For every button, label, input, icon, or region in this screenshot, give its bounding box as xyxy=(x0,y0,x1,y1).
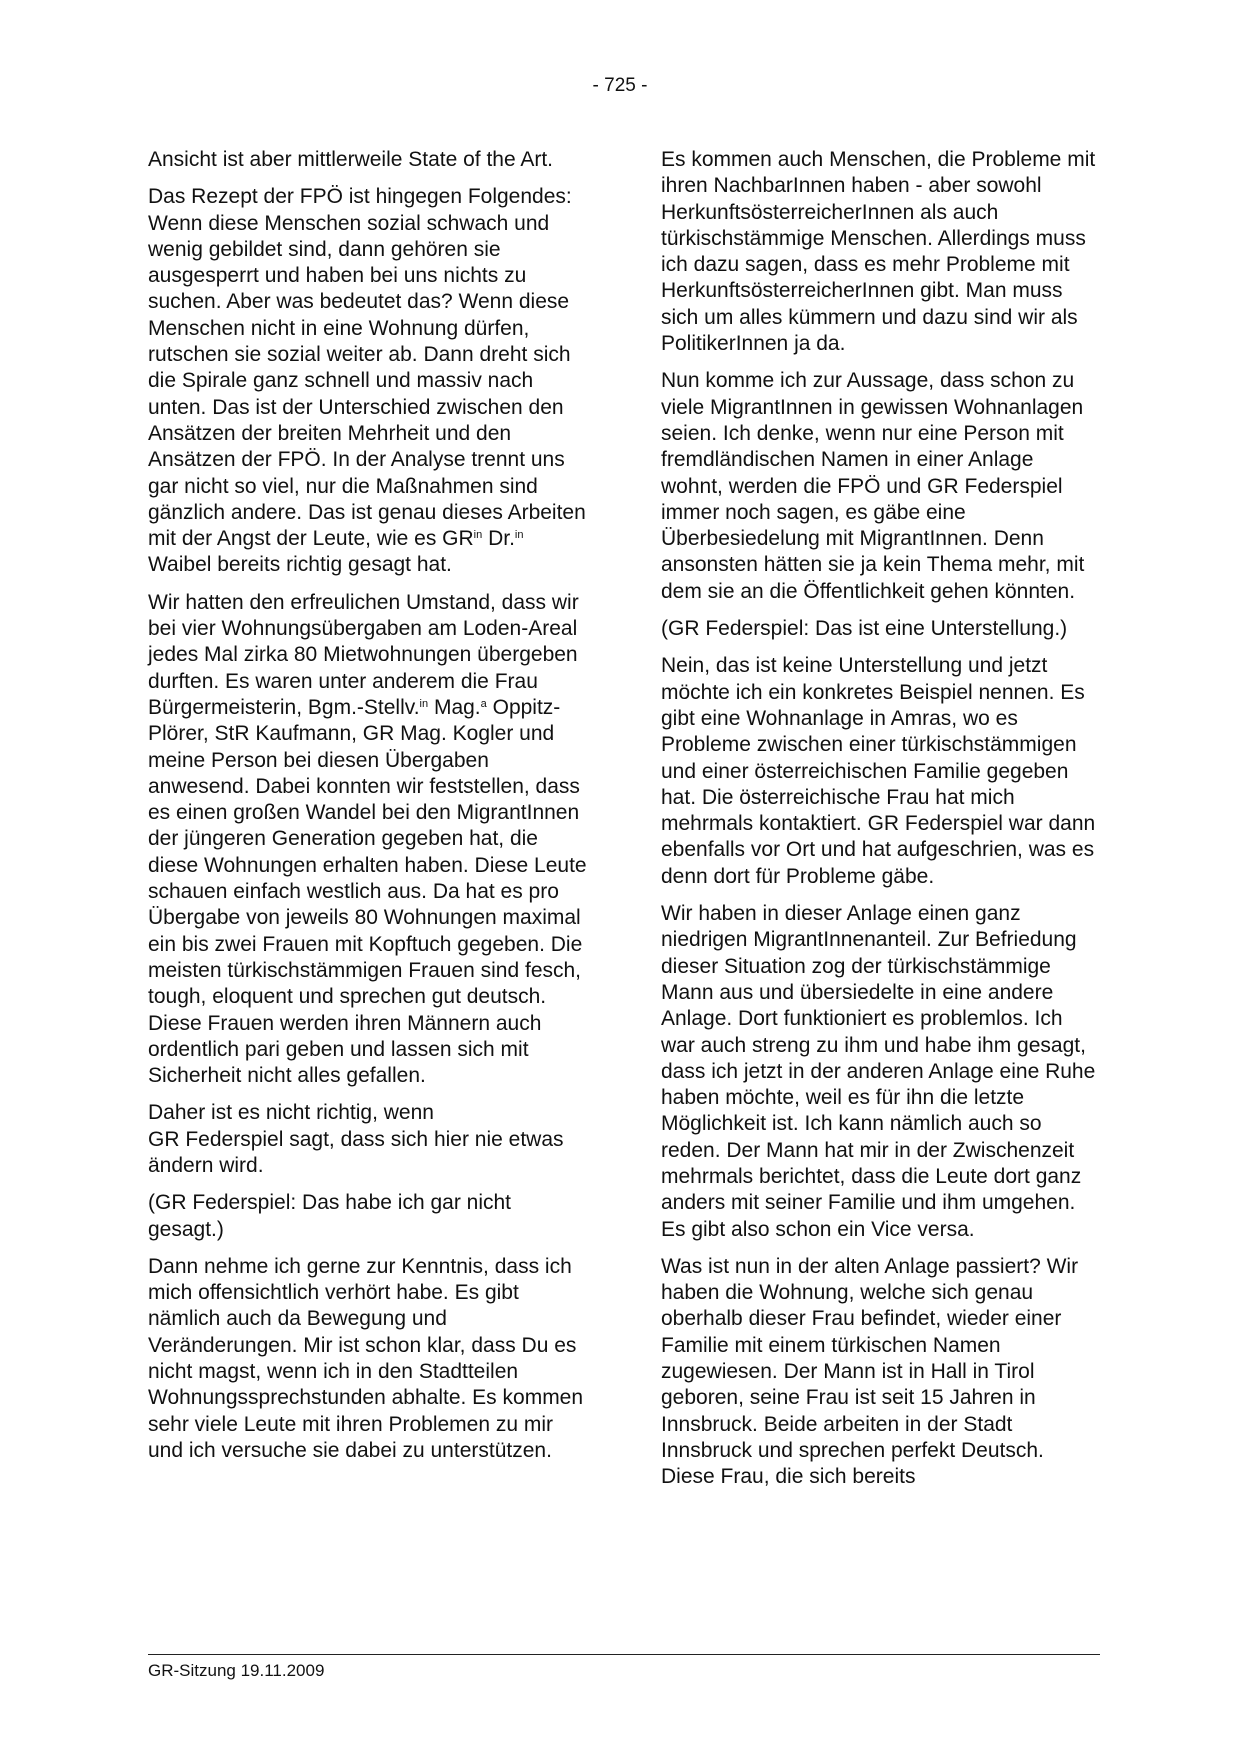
text-run: Daher ist es nicht richtig, wenn xyxy=(148,1101,434,1125)
interjection: (GR Federspiel: Das ist eine Unterstellung.) xyxy=(661,617,1068,641)
text-run: Dr. xyxy=(488,527,515,551)
paragraph xyxy=(148,590,588,1090)
paragraph: Wir haben in dieser Anlage einen ganz niedrigen MigrantInnenanteil. Zur Befriedung dieser Situation zog der türkischstämmige Mann aus und übersiedelte in eine andere Anlage. Dort funktioniert es problemlos. Ich war auch streng zu ihm und habe ihm gesagt, dass ich jetzt in der anderen Anlage eine Ruhe haben möchte, weil es für ihn die letzte Möglichkeit ist. Ich kann nämlich auch so reden. Der Mann hat mir in der Zwischenzeit mehrmals berichtet, dass die Leute dort ganz anders mit seiner Familie und ihm umgehen. Es gibt also schon ein Vice versa. xyxy=(661,902,1096,1241)
paragraph: Dann nehme ich gerne zur Kenntnis, dass ich mich offensichtlich verhört habe. Es gibt nämlich auch da Bewegung und Veränderungen. Mir ist schon klar, dass Du es nicht magst, wenn ich in den Stadtteilen Wohnungssprechstunden abhalte. Es kommen sehr viele Leute mit ihren Problemen zu mir und ich versuche sie dabei zu unterstützen. xyxy=(148,1254,584,1462)
interjection: (GR Federspiel: Das habe ich gar nicht gesagt.) xyxy=(148,1191,511,1241)
paragraph: Es kommen auch Menschen, die Probleme mit ihren NachbarInnen haben - aber sowohl HerkunftsösterreicherInnen als auch türkischstämmige Menschen. Allerdings muss ich dazu sagen, dass es mehr Probleme mit HerkunftsösterreicherInnen gibt. Man muss sich um alles kümmern und dazu sind wir als PolitikerInnen ja da. xyxy=(661,148,1096,356)
text-run: Wir hatten den erfreulichen Umstand, dass wir bei vier Wohnungsübergaben am Loden-Areal jedes Mal zirka 80 Mietwohnungen übergeben durften. Es waren unter anderem die Frau Bürgermeisterin, xyxy=(148,590,579,719)
paragraph xyxy=(148,1100,588,1179)
text-run: GR xyxy=(442,527,474,551)
paragraph: Nun komme ich zur Aussage, dass schon zu viele MigrantInnen in gewissen Wohnanlagen seien. Ich denke, wenn nur eine Person mit fremdländischen Namen in einer Anlage wohnt, werden die FPÖ und GR Federspiel immer noch sagen, es gäbe eine Überbesiedelung mit MigrantInnen. Denn ansonsten hätten sie ja kein Thema mehr, mit dem sie an die Öffentlichkeit gehen könnten. xyxy=(661,369,1085,603)
right-column xyxy=(661,147,1101,1502)
text-run: Oppitz-Plörer, xyxy=(148,695,561,746)
footer-divider xyxy=(148,1654,1100,1655)
text-run: Bgm.-Stellv. xyxy=(307,695,420,719)
text-run: Waibel bereits richtig gesagt hat. xyxy=(148,553,452,577)
footer-session-date: GR-Sitzung 19.11.2009 xyxy=(148,1661,325,1680)
text-run: Mag. xyxy=(433,695,481,719)
superscript: in xyxy=(419,697,429,710)
left-column xyxy=(148,147,588,1475)
text-run: StR Kaufmann, GR Mag. Kogler und meine Person bei diesen Übergaben anwesend. Dabei konnten wir feststellen, dass es einen großen Wandel bei den MigrantInnen der jüngeren Generation gegeben hat, die diese Wohnungen erhalten haben. Diese Leute schauen einfach westlich aus. Da hat es pro Übergabe von jeweils 80 Wohnungen maximal ein bis zwei Frauen mit Kopftuch gegeben. Die meisten türkischstämmigen Frauen sind fesch, tough, eloquent und sprechen gut deutsch. Diese Frauen werden ihren Männern auch ordentlich pari geben und lassen sich mit Sicherheit nicht alles gefallen. xyxy=(148,722,587,1088)
paragraph: Ansicht ist aber mittlerweile State of the Art. xyxy=(148,148,554,171)
paragraph xyxy=(148,184,588,578)
paragraph: Nein, das ist keine Unterstellung und jetzt möchte ich ein konkretes Beispiel nennen. Es gibt eine Wohnanlage in Amras, wo es Probleme zwischen einer türkischstämmigen und einer österreichischen Familie gegeben hat. Die österreichische Frau hat mich mehrmals kontaktiert. GR Federspiel war dann ebenfalls vor Ort und hat aufgeschrien, was es denn dort für Probleme gäbe. xyxy=(661,654,1096,888)
superscript: a xyxy=(480,697,487,710)
text-run: Das Rezept der FPÖ ist hingegen Folgendes: Wenn diese Menschen sozial schwach und wenig gebildet sind, dann gehören sie ausgesperrt und haben bei uns nichts zu suchen. Aber was bedeutet das? Wenn diese Menschen nicht in eine Wohnung dürfen, rutschen sie sozial weiter ab. Dann dreht sich die Spirale ganz schnell und massiv nach unten. Das ist der Unterschied zwischen den Ansätzen der breiten Mehrheit und den Ansätzen der FPÖ. In der Analyse trennt uns gar nicht so viel, nur die Maßnahmen sind gänzlich andere. Das ist genau dieses Arbeiten mit der Angst der Leute, wie es xyxy=(148,185,586,551)
superscript: in xyxy=(514,529,524,542)
page-number: - 725 - xyxy=(592,75,648,96)
paragraph: Was ist nun in der alten Anlage passiert? Wir haben die Wohnung, welche sich genau oberhalb dieser Frau befindet, wieder einer Familie mit einem türkischen Namen zugewiesen. Der Mann ist in Hall in Tirol geboren, seine Frau ist seit 15 Jahren in Innsbruck. Beide arbeiten in der Stadt Innsbruck und sprechen perfekt Deutsch. Diese Frau, die sich bereits xyxy=(661,1254,1079,1489)
superscript: in xyxy=(473,529,483,542)
text-run: GR Federspiel sagt, dass sich hier nie etwas ändern wird. xyxy=(148,1127,564,1177)
